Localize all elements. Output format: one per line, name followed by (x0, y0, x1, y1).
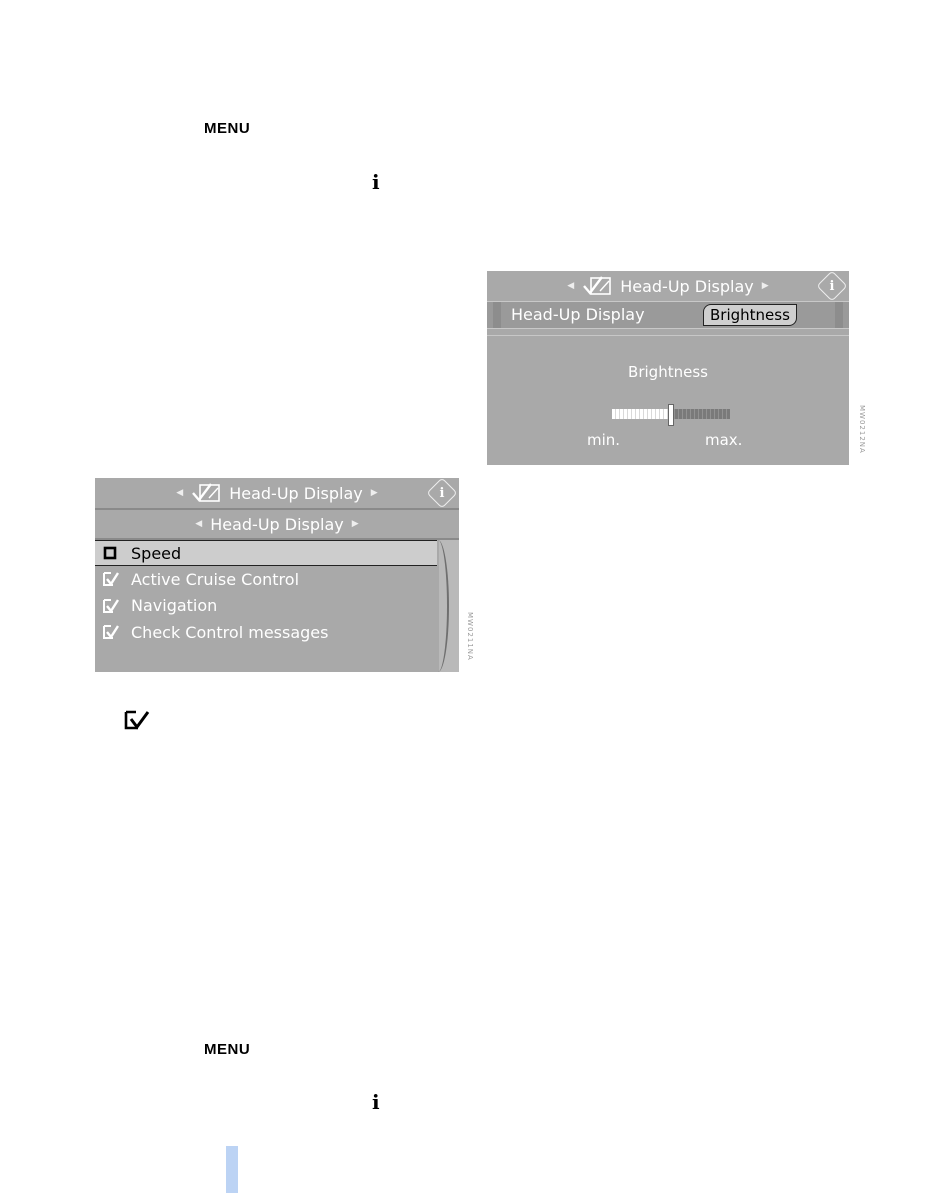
list-item[interactable] (95, 593, 437, 620)
list-item[interactable] (95, 540, 437, 566)
checked-box-icon[interactable] (103, 599, 125, 613)
arrow-right-icon[interactable]: ▶ (351, 519, 359, 529)
screen-title-bar (95, 480, 459, 506)
checked-box-icon[interactable] (103, 572, 125, 586)
info-icon: i (372, 1090, 380, 1114)
slider-knob[interactable] (668, 404, 674, 426)
slider-fill (612, 409, 671, 419)
arrow-left-icon[interactable]: ◀ (195, 519, 203, 529)
checkmark-box-icon (191, 483, 221, 503)
brightness-screen (487, 271, 849, 465)
slider-rest (671, 409, 730, 419)
display-options-screen (95, 478, 459, 672)
figure-code: MW0212NA (858, 405, 866, 454)
unchecked-box-icon[interactable] (103, 546, 125, 560)
tab-edge-right (835, 302, 843, 328)
checked-box-icon (124, 710, 160, 730)
checked-box-icon[interactable] (103, 625, 125, 639)
list-item[interactable] (95, 566, 437, 593)
brightness-label: Brightness (628, 363, 708, 381)
list-item[interactable] (95, 619, 437, 646)
divider (487, 335, 849, 336)
list-item-label: Navigation (131, 596, 218, 616)
arrow-right-icon[interactable]: ▶ (370, 488, 378, 498)
screen-title: Head-Up Display (229, 483, 363, 503)
list-item-label: Check Control messages (131, 622, 329, 642)
menu-button-glyph: MENU (204, 120, 251, 137)
tab-head-up-display[interactable]: Head-Up Display (511, 305, 645, 324)
checkmark-box-icon (582, 276, 612, 296)
list-item-label: Active Cruise Control (131, 569, 300, 589)
tab-brightness[interactable]: Brightness (703, 304, 797, 326)
list-item-label: Speed (131, 543, 182, 563)
screen-subtitle: Head-Up Display (210, 514, 344, 534)
screen-title: Head-Up Display (620, 276, 754, 296)
screen-title-bar (487, 273, 849, 299)
info-icon: i (372, 170, 380, 194)
min-label: min. (587, 431, 621, 449)
option-list (95, 540, 437, 646)
tab-edge-left (493, 302, 501, 328)
arrow-right-icon[interactable]: ▶ (761, 281, 769, 291)
max-label: max. (705, 431, 743, 449)
info-icon[interactable]: i (426, 478, 457, 509)
menu-button-glyph: MENU (204, 1041, 251, 1058)
page-edge-marker (226, 1146, 238, 1193)
subtitle-bar (95, 510, 459, 538)
brightness-slider[interactable] (612, 409, 730, 419)
arrow-left-icon[interactable]: ◀ (567, 281, 575, 291)
figure-code: MW0211NA (466, 612, 474, 661)
arrow-left-icon[interactable]: ◀ (176, 488, 184, 498)
info-icon[interactable]: i (816, 271, 847, 302)
tab-bar (487, 301, 849, 329)
